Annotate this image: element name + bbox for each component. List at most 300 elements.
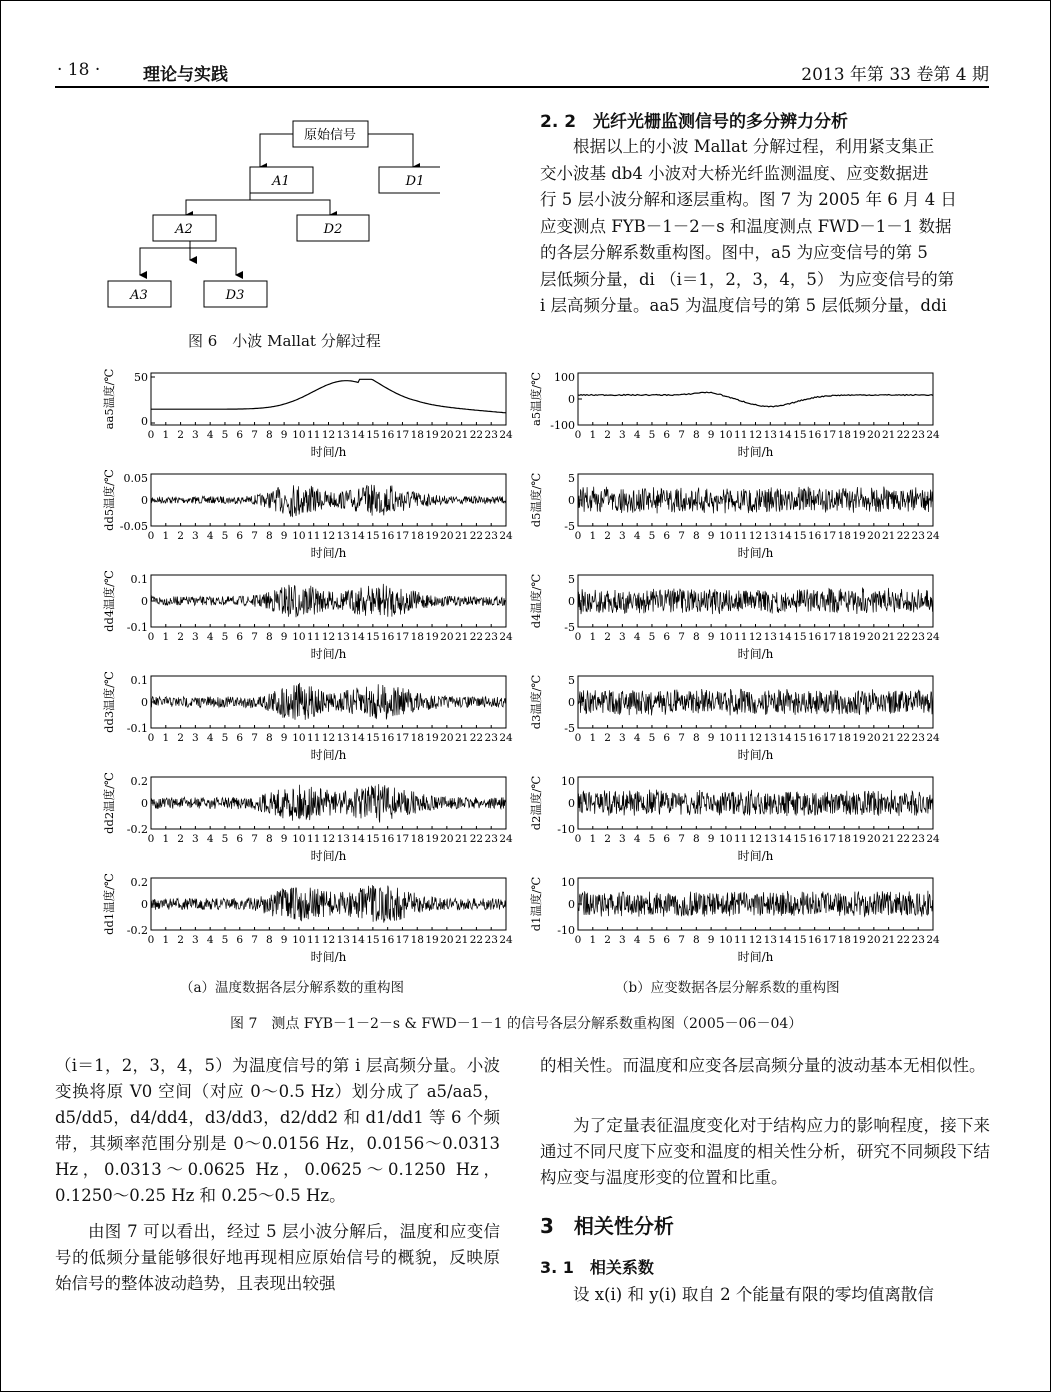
x-tick-label: 19 xyxy=(852,530,866,542)
x-tick-label: 11 xyxy=(734,732,748,744)
x-tick-label: 22 xyxy=(896,732,911,744)
x-tick-label: 3 xyxy=(619,833,626,845)
x-tick-label: 4 xyxy=(206,934,214,946)
x-tick-label: 16 xyxy=(380,833,395,845)
x-tick-label: 16 xyxy=(807,631,822,643)
x-tick-label: 10 xyxy=(292,732,306,744)
x-tick-label: 19 xyxy=(852,833,866,845)
x-tick-label: 15 xyxy=(366,833,380,845)
x-tick-label: 15 xyxy=(366,530,380,542)
x-tick-label: 1 xyxy=(162,530,170,542)
x-tick-label: 11 xyxy=(307,934,321,946)
x-tick-label: 2 xyxy=(177,732,184,744)
x-tick-label: 23 xyxy=(484,530,498,542)
x-tick-label: 13 xyxy=(336,530,350,542)
x-tick-label: 18 xyxy=(837,934,851,946)
y-tick-label: 0.1 xyxy=(130,674,148,687)
x-tick-label: 0 xyxy=(147,429,155,441)
y-axis-label: dd5温度/℃ xyxy=(102,469,116,531)
x-tick-label: 15 xyxy=(793,934,807,946)
x-tick-label: 23 xyxy=(484,429,498,441)
x-axis-label: 时间/h xyxy=(737,546,774,560)
x-tick-label: 24 xyxy=(499,429,513,441)
x-tick-label: 3 xyxy=(192,429,199,441)
x-tick-label: 0 xyxy=(147,631,155,643)
x-tick-label: 7 xyxy=(251,631,258,643)
x-tick-label: 17 xyxy=(395,833,410,845)
x-tick-label: 0 xyxy=(147,530,155,542)
x-tick-label: 17 xyxy=(395,631,410,643)
x-axis-label: 时间/h xyxy=(310,546,347,560)
x-tick-label: 4 xyxy=(633,732,641,744)
x-tick-label: 0 xyxy=(574,833,582,845)
x-tick-label: 6 xyxy=(663,732,671,744)
x-tick-label: 21 xyxy=(454,429,469,441)
x-tick-label: 14 xyxy=(778,530,792,542)
x-tick-label: 14 xyxy=(351,934,365,946)
x-tick-label: 2 xyxy=(177,631,184,643)
y-tick-label: 0 xyxy=(141,898,148,911)
x-tick-label: 6 xyxy=(663,530,671,542)
x-axis-label: 时间/h xyxy=(737,849,774,863)
x-tick-label: 0 xyxy=(147,732,155,744)
y-tick-label: -0.05 xyxy=(119,520,148,533)
section-3-1-heading: 3. 1 相关系数 xyxy=(540,1258,654,1277)
x-tick-label: 22 xyxy=(896,934,911,946)
x-tick-label: 5 xyxy=(221,934,229,946)
x-axis-label: 时间/h xyxy=(737,647,774,661)
x-tick-label: 4 xyxy=(206,429,214,441)
x-tick-label: 24 xyxy=(926,429,940,441)
x-tick-label: 14 xyxy=(778,934,792,946)
y-tick-label: -0.2 xyxy=(126,924,148,937)
y-tick-label: 0.1 xyxy=(130,573,148,586)
body-left-paragraph-1: （i＝1，2，3，4，5）为温度信号的第 i 层高频分量。小波变换将原 V0 空间（对应 0～0.5 Hz）划分成了 a5/aa5，d5/dd5，d4/dd4，d3/dd3，d2/dd2 和 d1/dd1 等 6 个频带，其频率范围分别是 0～0.0156 Hz，0.0156～0.0313 Hz，0.0313～0.0625 Hz，0.0625～0.1250 Hz，0.1250～0.25 Hz 和 0.25～0.5 Hz。 xyxy=(55,1056,500,1205)
x-tick-label: 12 xyxy=(321,429,336,441)
x-tick-label: 20 xyxy=(867,429,881,441)
x-axis-label: 时间/h xyxy=(310,445,347,459)
y-tick-label: 5 xyxy=(568,472,575,485)
x-tick-label: 6 xyxy=(236,732,244,744)
node-D1: D1 xyxy=(405,174,425,189)
x-tick-label: 2 xyxy=(604,732,611,744)
y-tick-label: 0 xyxy=(141,595,148,608)
x-tick-label: 6 xyxy=(663,631,671,643)
figure7-subcaption-a: （a）温度数据各层分解系数的重构图 xyxy=(180,980,405,996)
x-tick-label: 2 xyxy=(604,429,611,441)
x-axis-label: 时间/h xyxy=(737,445,774,459)
y-axis-label: d5温度/℃ xyxy=(529,472,543,528)
x-tick-label: 21 xyxy=(881,429,896,441)
x-tick-label: 7 xyxy=(251,732,258,744)
x-tick-label: 15 xyxy=(793,631,807,643)
x-tick-label: 6 xyxy=(663,429,671,441)
x-tick-label: 8 xyxy=(692,732,700,744)
node-D2: D2 xyxy=(323,222,343,237)
x-tick-label: 13 xyxy=(336,732,350,744)
x-tick-label: 15 xyxy=(366,429,380,441)
y-tick-label: -5 xyxy=(564,520,575,533)
x-tick-label: 20 xyxy=(440,934,454,946)
x-tick-label: 5 xyxy=(648,530,656,542)
x-tick-label: 14 xyxy=(778,429,792,441)
x-tick-label: 13 xyxy=(336,631,350,643)
header-rule xyxy=(55,86,989,88)
x-tick-label: 1 xyxy=(589,833,597,845)
x-tick-label: 19 xyxy=(425,631,439,643)
x-tick-label: 4 xyxy=(206,631,214,643)
x-tick-label: 2 xyxy=(177,429,184,441)
x-tick-label: 5 xyxy=(648,631,656,643)
y-tick-label: 0 xyxy=(141,494,148,507)
x-tick-label: 24 xyxy=(499,631,513,643)
x-tick-label: 7 xyxy=(678,530,685,542)
y-axis-label: dd3温度/℃ xyxy=(102,671,116,733)
x-tick-label: 15 xyxy=(793,732,807,744)
x-tick-label: 9 xyxy=(280,631,288,643)
x-tick-label: 23 xyxy=(911,530,925,542)
x-tick-label: 16 xyxy=(807,732,822,744)
x-tick-label: 5 xyxy=(648,833,656,845)
x-tick-label: 20 xyxy=(867,934,881,946)
x-tick-label: 9 xyxy=(707,732,715,744)
y-axis-label: a5温度/℃ xyxy=(529,372,543,426)
x-tick-label: 2 xyxy=(604,530,611,542)
x-tick-label: 20 xyxy=(440,833,454,845)
node-D3: D3 xyxy=(225,288,245,303)
x-tick-label: 3 xyxy=(192,631,199,643)
body-left-paragraph-2: 由图 7 可以看出，经过 5 层小波分解后，温度和应变信号的低频分量能够很好地再现相应原始信号的概貌，反映原始信号的整体波动趋势，且表现出较强 xyxy=(55,1222,500,1293)
x-tick-label: 23 xyxy=(911,429,925,441)
x-tick-label: 9 xyxy=(707,934,715,946)
text-line: 交小波基 db4 小波对大桥光纤监测温度、应变数据进 xyxy=(540,163,929,183)
x-tick-label: 20 xyxy=(867,833,881,845)
x-tick-label: 1 xyxy=(162,934,170,946)
x-tick-label: 6 xyxy=(236,833,244,845)
x-tick-label: 17 xyxy=(822,934,837,946)
page-number: · 18 · xyxy=(57,60,101,80)
x-tick-label: 1 xyxy=(589,934,597,946)
x-tick-label: 8 xyxy=(692,631,700,643)
x-tick-label: 20 xyxy=(867,732,881,744)
x-tick-label: 22 xyxy=(469,631,484,643)
x-tick-label: 14 xyxy=(351,732,365,744)
y-tick-label: 50 xyxy=(134,371,148,384)
x-tick-label: 11 xyxy=(307,732,321,744)
x-axis-label: 时间/h xyxy=(737,950,774,964)
x-tick-label: 21 xyxy=(454,631,469,643)
x-tick-label: 17 xyxy=(822,429,837,441)
x-tick-label: 2 xyxy=(604,631,611,643)
x-tick-label: 15 xyxy=(366,934,380,946)
x-tick-label: 12 xyxy=(321,934,336,946)
y-tick-label: -10 xyxy=(557,823,575,836)
x-tick-label: 1 xyxy=(589,631,597,643)
x-tick-label: 9 xyxy=(280,429,288,441)
x-tick-label: 6 xyxy=(236,530,244,542)
x-axis-label: 时间/h xyxy=(310,748,347,762)
x-axis-label: 时间/h xyxy=(737,748,774,762)
x-tick-label: 2 xyxy=(604,833,611,845)
text-line: i 层高频分量。aa5 为温度信号的第 5 层低频分量，ddi xyxy=(540,296,947,315)
x-tick-label: 22 xyxy=(896,530,911,542)
x-tick-label: 1 xyxy=(162,429,170,441)
x-tick-label: 19 xyxy=(425,934,439,946)
x-tick-label: 18 xyxy=(410,732,424,744)
y-axis-label: d2温度/℃ xyxy=(529,775,543,831)
x-tick-label: 6 xyxy=(236,429,244,441)
issue-info: 2013 年第 33 卷第 4 期 xyxy=(801,65,989,85)
x-tick-label: 23 xyxy=(484,631,498,643)
y-axis-label: dd2温度/℃ xyxy=(102,772,116,834)
x-tick-label: 18 xyxy=(410,833,424,845)
section-2-2-body xyxy=(540,134,990,320)
x-tick-label: 3 xyxy=(192,833,199,845)
figure6-diagram xyxy=(100,115,440,315)
x-tick-label: 11 xyxy=(307,429,321,441)
x-tick-label: 24 xyxy=(926,833,940,845)
y-tick-label: 0 xyxy=(568,898,575,911)
x-tick-label: 10 xyxy=(719,934,733,946)
y-tick-label: -5 xyxy=(564,621,575,634)
x-tick-label: 7 xyxy=(251,934,258,946)
x-tick-label: 14 xyxy=(351,429,365,441)
x-tick-label: 4 xyxy=(633,833,641,845)
x-tick-label: 8 xyxy=(265,530,273,542)
x-tick-label: 13 xyxy=(336,833,350,845)
x-tick-label: 17 xyxy=(395,530,410,542)
x-tick-label: 23 xyxy=(911,732,925,744)
x-tick-label: 9 xyxy=(280,833,288,845)
x-tick-label: 19 xyxy=(425,429,439,441)
x-tick-label: 9 xyxy=(280,530,288,542)
x-tick-label: 16 xyxy=(380,934,395,946)
x-tick-label: 13 xyxy=(763,732,777,744)
x-tick-label: 16 xyxy=(807,429,822,441)
x-tick-label: 0 xyxy=(574,631,582,643)
x-tick-label: 5 xyxy=(221,833,229,845)
x-tick-label: 5 xyxy=(221,732,229,744)
x-tick-label: 15 xyxy=(366,732,380,744)
x-tick-label: 13 xyxy=(763,833,777,845)
x-tick-label: 9 xyxy=(707,631,715,643)
y-tick-label: -0.2 xyxy=(126,823,148,836)
x-tick-label: 7 xyxy=(678,732,685,744)
x-tick-label: 19 xyxy=(852,934,866,946)
y-tick-label: -5 xyxy=(564,722,575,735)
text-line: 的各层分解系数重构图。图中，a5 为应变信号的第 5 xyxy=(540,243,928,262)
x-tick-label: 6 xyxy=(236,934,244,946)
y-tick-label: 0.05 xyxy=(123,472,148,485)
x-tick-label: 21 xyxy=(454,732,469,744)
x-tick-label: 2 xyxy=(177,934,184,946)
y-tick-label: 0 xyxy=(568,696,575,709)
x-tick-label: 21 xyxy=(881,631,896,643)
x-tick-label: 0 xyxy=(574,934,582,946)
y-tick-label: 0 xyxy=(568,797,575,810)
x-tick-label: 1 xyxy=(589,732,597,744)
x-tick-label: 13 xyxy=(336,934,350,946)
x-tick-label: 15 xyxy=(793,833,807,845)
x-tick-label: 3 xyxy=(192,934,199,946)
x-tick-label: 20 xyxy=(440,631,454,643)
x-tick-label: 15 xyxy=(793,530,807,542)
body-right-paragraph-3: 设 x(i) 和 y(i) 取自 2 个能量有限的零均值离散信 xyxy=(573,1285,934,1304)
x-tick-label: 11 xyxy=(734,833,748,845)
x-tick-label: 12 xyxy=(321,631,336,643)
y-tick-label: -10 xyxy=(557,924,575,937)
x-tick-label: 18 xyxy=(410,429,424,441)
x-tick-label: 12 xyxy=(321,833,336,845)
x-tick-label: 3 xyxy=(619,732,626,744)
x-tick-label: 1 xyxy=(162,732,170,744)
x-tick-label: 17 xyxy=(822,530,837,542)
x-axis-label: 时间/h xyxy=(310,950,347,964)
x-tick-label: 13 xyxy=(763,631,777,643)
y-axis-label: d1温度/℃ xyxy=(529,876,543,932)
x-tick-label: 16 xyxy=(380,530,395,542)
x-tick-label: 3 xyxy=(619,429,626,441)
x-tick-label: 22 xyxy=(469,833,484,845)
x-tick-label: 18 xyxy=(837,833,851,845)
x-tick-label: 19 xyxy=(425,530,439,542)
x-tick-label: 21 xyxy=(881,833,896,845)
x-tick-label: 10 xyxy=(719,631,733,643)
x-tick-label: 8 xyxy=(692,429,700,441)
x-tick-label: 22 xyxy=(469,934,484,946)
x-tick-label: 9 xyxy=(280,934,288,946)
x-tick-label: 19 xyxy=(852,732,866,744)
y-tick-label: 0 xyxy=(568,494,575,507)
x-tick-label: 14 xyxy=(778,631,792,643)
journal-section: 理论与实践 xyxy=(143,65,228,85)
x-tick-label: 12 xyxy=(321,530,336,542)
body-right-paragraph-1: 的相关性。而温度和应变各层高频分量的波动基本无相似性。 xyxy=(540,1056,986,1075)
x-tick-label: 0 xyxy=(574,429,582,441)
y-tick-label: 10 xyxy=(561,775,575,788)
x-tick-label: 22 xyxy=(896,833,911,845)
x-tick-label: 13 xyxy=(763,530,777,542)
x-tick-label: 4 xyxy=(633,530,641,542)
y-tick-label: -0.1 xyxy=(126,722,148,735)
x-tick-label: 18 xyxy=(410,934,424,946)
x-tick-label: 16 xyxy=(807,833,822,845)
x-tick-label: 0 xyxy=(574,530,582,542)
text-line: 根据以上的小波 Mallat 分解过程，利用紧支集正 xyxy=(573,137,935,156)
x-tick-label: 18 xyxy=(410,530,424,542)
x-tick-label: 12 xyxy=(748,833,763,845)
y-axis-label: d3温度/℃ xyxy=(529,674,543,730)
x-tick-label: 21 xyxy=(454,530,469,542)
x-tick-label: 18 xyxy=(837,429,851,441)
x-tick-label: 23 xyxy=(911,934,925,946)
x-tick-label: 7 xyxy=(678,631,685,643)
x-tick-label: 24 xyxy=(926,631,940,643)
x-tick-label: 16 xyxy=(380,429,395,441)
x-tick-label: 16 xyxy=(380,631,395,643)
y-axis-label: d4温度/℃ xyxy=(529,573,543,629)
x-tick-label: 24 xyxy=(499,732,513,744)
x-tick-label: 15 xyxy=(793,429,807,441)
x-tick-label: 7 xyxy=(251,429,258,441)
y-tick-label: 10 xyxy=(561,876,575,889)
y-tick-label: 0.2 xyxy=(130,876,148,889)
text-line: 行 5 层小波分解和逐层重构。图 7 为 2005 年 6 月 4 日 xyxy=(540,190,957,209)
x-tick-label: 8 xyxy=(265,833,273,845)
y-tick-label: 0 xyxy=(568,393,575,406)
x-tick-label: 10 xyxy=(292,429,306,441)
x-tick-label: 9 xyxy=(707,833,715,845)
x-tick-label: 12 xyxy=(748,732,763,744)
x-tick-label: 5 xyxy=(221,429,229,441)
x-tick-label: 10 xyxy=(719,429,733,441)
y-tick-label: 0 xyxy=(141,415,148,428)
figure7-caption: 图 7 测点 FYB－1－2－s & FWD－1－1 的信号各层分解系数重构图（2005－06－04） xyxy=(230,1016,803,1032)
x-tick-label: 20 xyxy=(867,631,881,643)
x-tick-label: 10 xyxy=(719,833,733,845)
x-tick-label: 4 xyxy=(206,732,214,744)
x-tick-label: 18 xyxy=(837,732,851,744)
x-tick-label: 21 xyxy=(454,934,469,946)
x-tick-label: 16 xyxy=(380,732,395,744)
x-tick-label: 1 xyxy=(162,833,170,845)
x-tick-label: 13 xyxy=(763,429,777,441)
x-tick-label: 24 xyxy=(499,934,513,946)
x-tick-label: 24 xyxy=(499,530,513,542)
x-tick-label: 6 xyxy=(663,934,671,946)
x-tick-label: 23 xyxy=(484,732,498,744)
x-tick-label: 21 xyxy=(881,530,896,542)
x-tick-label: 18 xyxy=(410,631,424,643)
x-tick-label: 2 xyxy=(177,530,184,542)
section-2-2-heading: 2. 2 光纤光栅监测信号的多分辨力分析 xyxy=(540,112,849,132)
y-axis-label: dd4温度/℃ xyxy=(102,570,116,632)
x-tick-label: 3 xyxy=(192,732,199,744)
x-tick-label: 16 xyxy=(807,530,822,542)
x-tick-label: 4 xyxy=(206,530,214,542)
x-tick-label: 11 xyxy=(307,833,321,845)
y-tick-label: -100 xyxy=(550,419,575,432)
x-tick-label: 7 xyxy=(251,833,258,845)
y-tick-label: 5 xyxy=(568,674,575,687)
x-tick-label: 19 xyxy=(425,833,439,845)
y-tick-label: 0.2 xyxy=(130,775,148,788)
x-tick-label: 13 xyxy=(763,934,777,946)
x-axis-label: 时间/h xyxy=(310,849,347,863)
x-tick-label: 12 xyxy=(748,429,763,441)
x-tick-label: 17 xyxy=(395,934,410,946)
x-axis-label: 时间/h xyxy=(310,647,347,661)
x-tick-label: 9 xyxy=(707,530,715,542)
x-tick-label: 14 xyxy=(351,530,365,542)
x-tick-label: 3 xyxy=(619,530,626,542)
x-tick-label: 23 xyxy=(911,833,925,845)
x-tick-label: 7 xyxy=(251,530,258,542)
x-tick-label: 20 xyxy=(440,429,454,441)
x-tick-label: 10 xyxy=(719,530,733,542)
x-tick-label: 11 xyxy=(734,530,748,542)
x-tick-label: 0 xyxy=(574,732,582,744)
x-tick-label: 3 xyxy=(619,934,626,946)
x-tick-label: 22 xyxy=(896,429,911,441)
x-tick-label: 10 xyxy=(292,631,306,643)
x-tick-label: 1 xyxy=(589,530,597,542)
x-tick-label: 13 xyxy=(336,429,350,441)
x-tick-label: 14 xyxy=(778,732,792,744)
x-tick-label: 11 xyxy=(734,934,748,946)
x-tick-label: 10 xyxy=(719,732,733,744)
x-tick-label: 2 xyxy=(177,833,184,845)
